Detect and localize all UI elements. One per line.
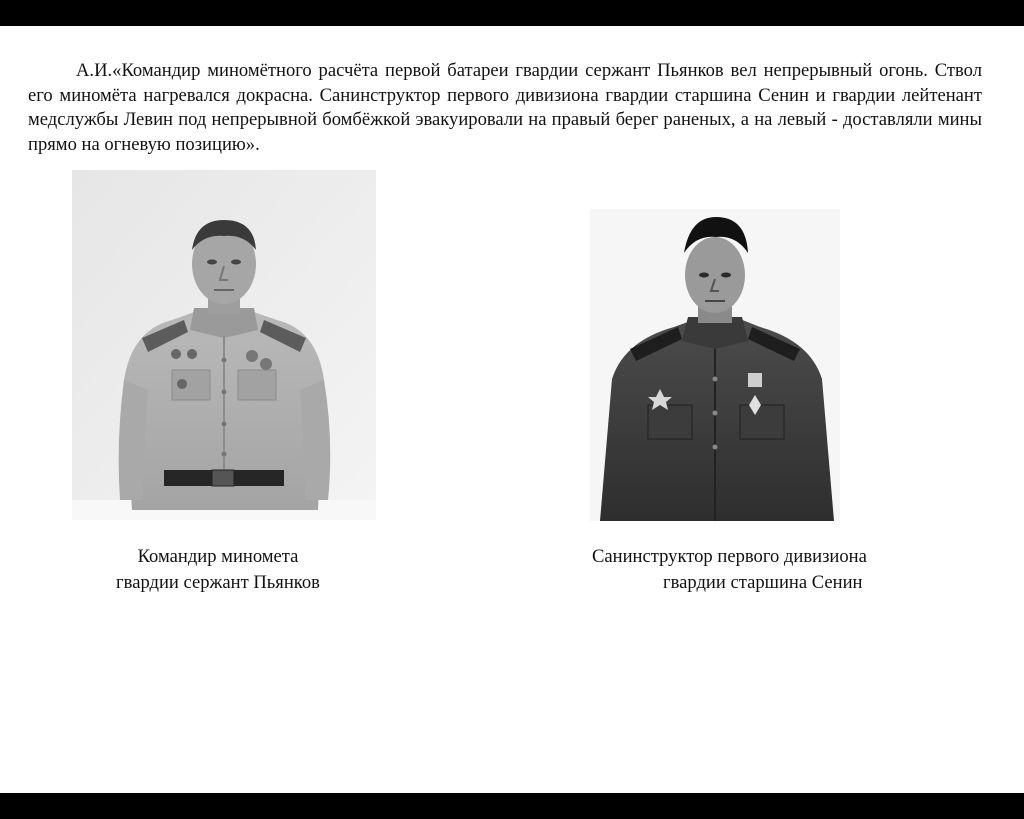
caption-pyankov-line2: гвардии сержант Пьянков (116, 572, 320, 593)
quote-paragraph: А.И.«Командир миномётного расчёта первой батареи гвардии сержант Пьянков вел непрерывный огонь. Ствол его миномёта нагревался докрасна. Санинструктор первого дивизиона гвардии старшина Сенин и гвардии лейтенант медслужбы Левин под непрерывной бомбёжкой эвакуировали на правый берег раненых, а на левый - доставляли мины прямо на огневую позицию». (28, 60, 982, 155)
portrait-senin-image (590, 209, 840, 521)
caption-pyankov-line1: Командир миномета (137, 546, 299, 567)
portrait-pyankov-image (72, 170, 376, 520)
caption-senin (592, 544, 912, 596)
portrait-photo-senin (590, 209, 840, 521)
slide (0, 26, 1024, 793)
portrait-photo-pyankov (72, 170, 376, 520)
caption-senin-line1: Санинструктор первого дивизиона (592, 546, 867, 567)
caption-senin-line2: гвардии старшина Сенин (663, 572, 863, 593)
caption-pyankov (100, 544, 336, 596)
